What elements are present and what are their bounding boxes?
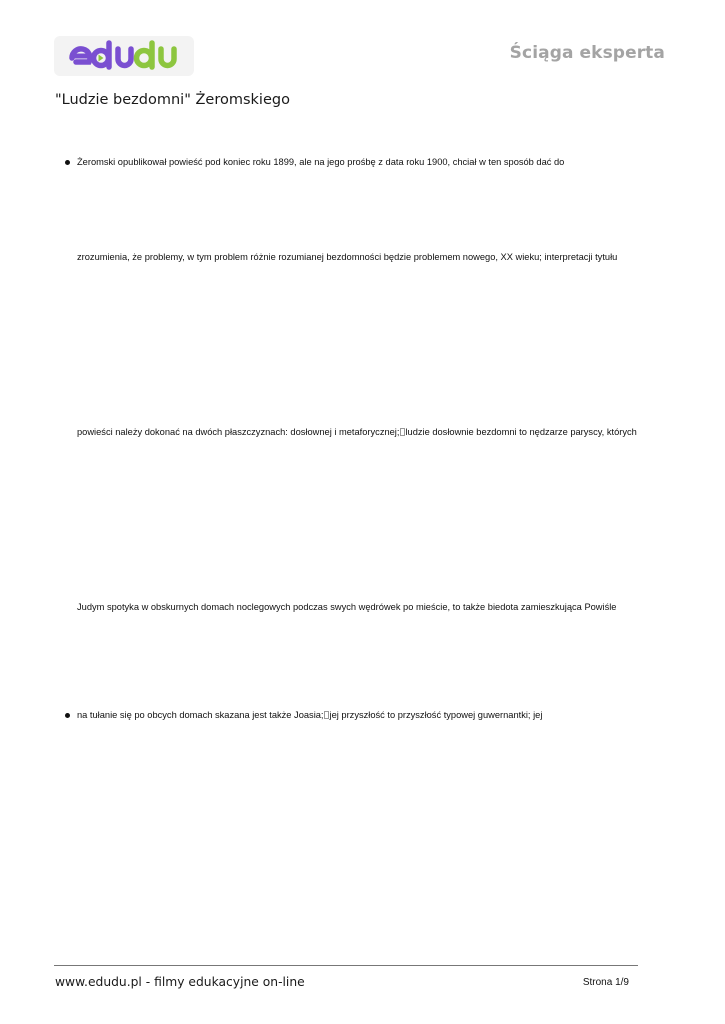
text-line-3-part-2: ludzie dosłownie bezdomni to nędzarze paryscy, których	[405, 427, 637, 437]
text-line-1: Żeromski opublikował powieść pod koniec roku 1899, ale na jego prośbę z data roku 1900, chciał w ten sposób dać do	[77, 157, 565, 167]
text-line-3-part-1: powieści należy dokonać na dwóch płaszczyznach: dosłownej i metaforycznej;	[77, 427, 400, 437]
page-number: Strona 1/9	[582, 977, 629, 988]
bullet-icon	[65, 713, 70, 718]
text-line-5-part-1: na tułanie się po obcych domach skazana jest także Joasia;	[77, 710, 324, 720]
missing-glyph-icon	[324, 711, 329, 719]
document-title: "Ludzie bezdomni" Żeromskiego	[55, 92, 290, 108]
text-line-4: Judym spotyka w obskurnych domach noclegowych podczas swych wędrówek po mieście, to także biedota zamieszkująca Powiśle	[77, 602, 617, 612]
text-line-5	[77, 710, 542, 720]
bullet-icon	[65, 160, 70, 165]
footer-divider	[54, 965, 638, 966]
footer-site-link[interactable]: www.edudu.pl - filmy edukacyjne on-line	[55, 975, 305, 989]
header-tag: Ściąga eksperta	[509, 43, 665, 63]
text-line-5-part-2: jej przyszłość to przyszłość typowej guwernantki; jej	[329, 710, 543, 720]
edudu-logo-mark	[68, 39, 188, 73]
text-line-2: zrozumienia, że problemy, w tym problem różnie rozumianej bezdomności będzie problemem nowego, XX wieku; interpretacji tytułu	[77, 252, 618, 262]
edudu-logo[interactable]	[54, 36, 194, 76]
text-line-3	[77, 427, 637, 437]
